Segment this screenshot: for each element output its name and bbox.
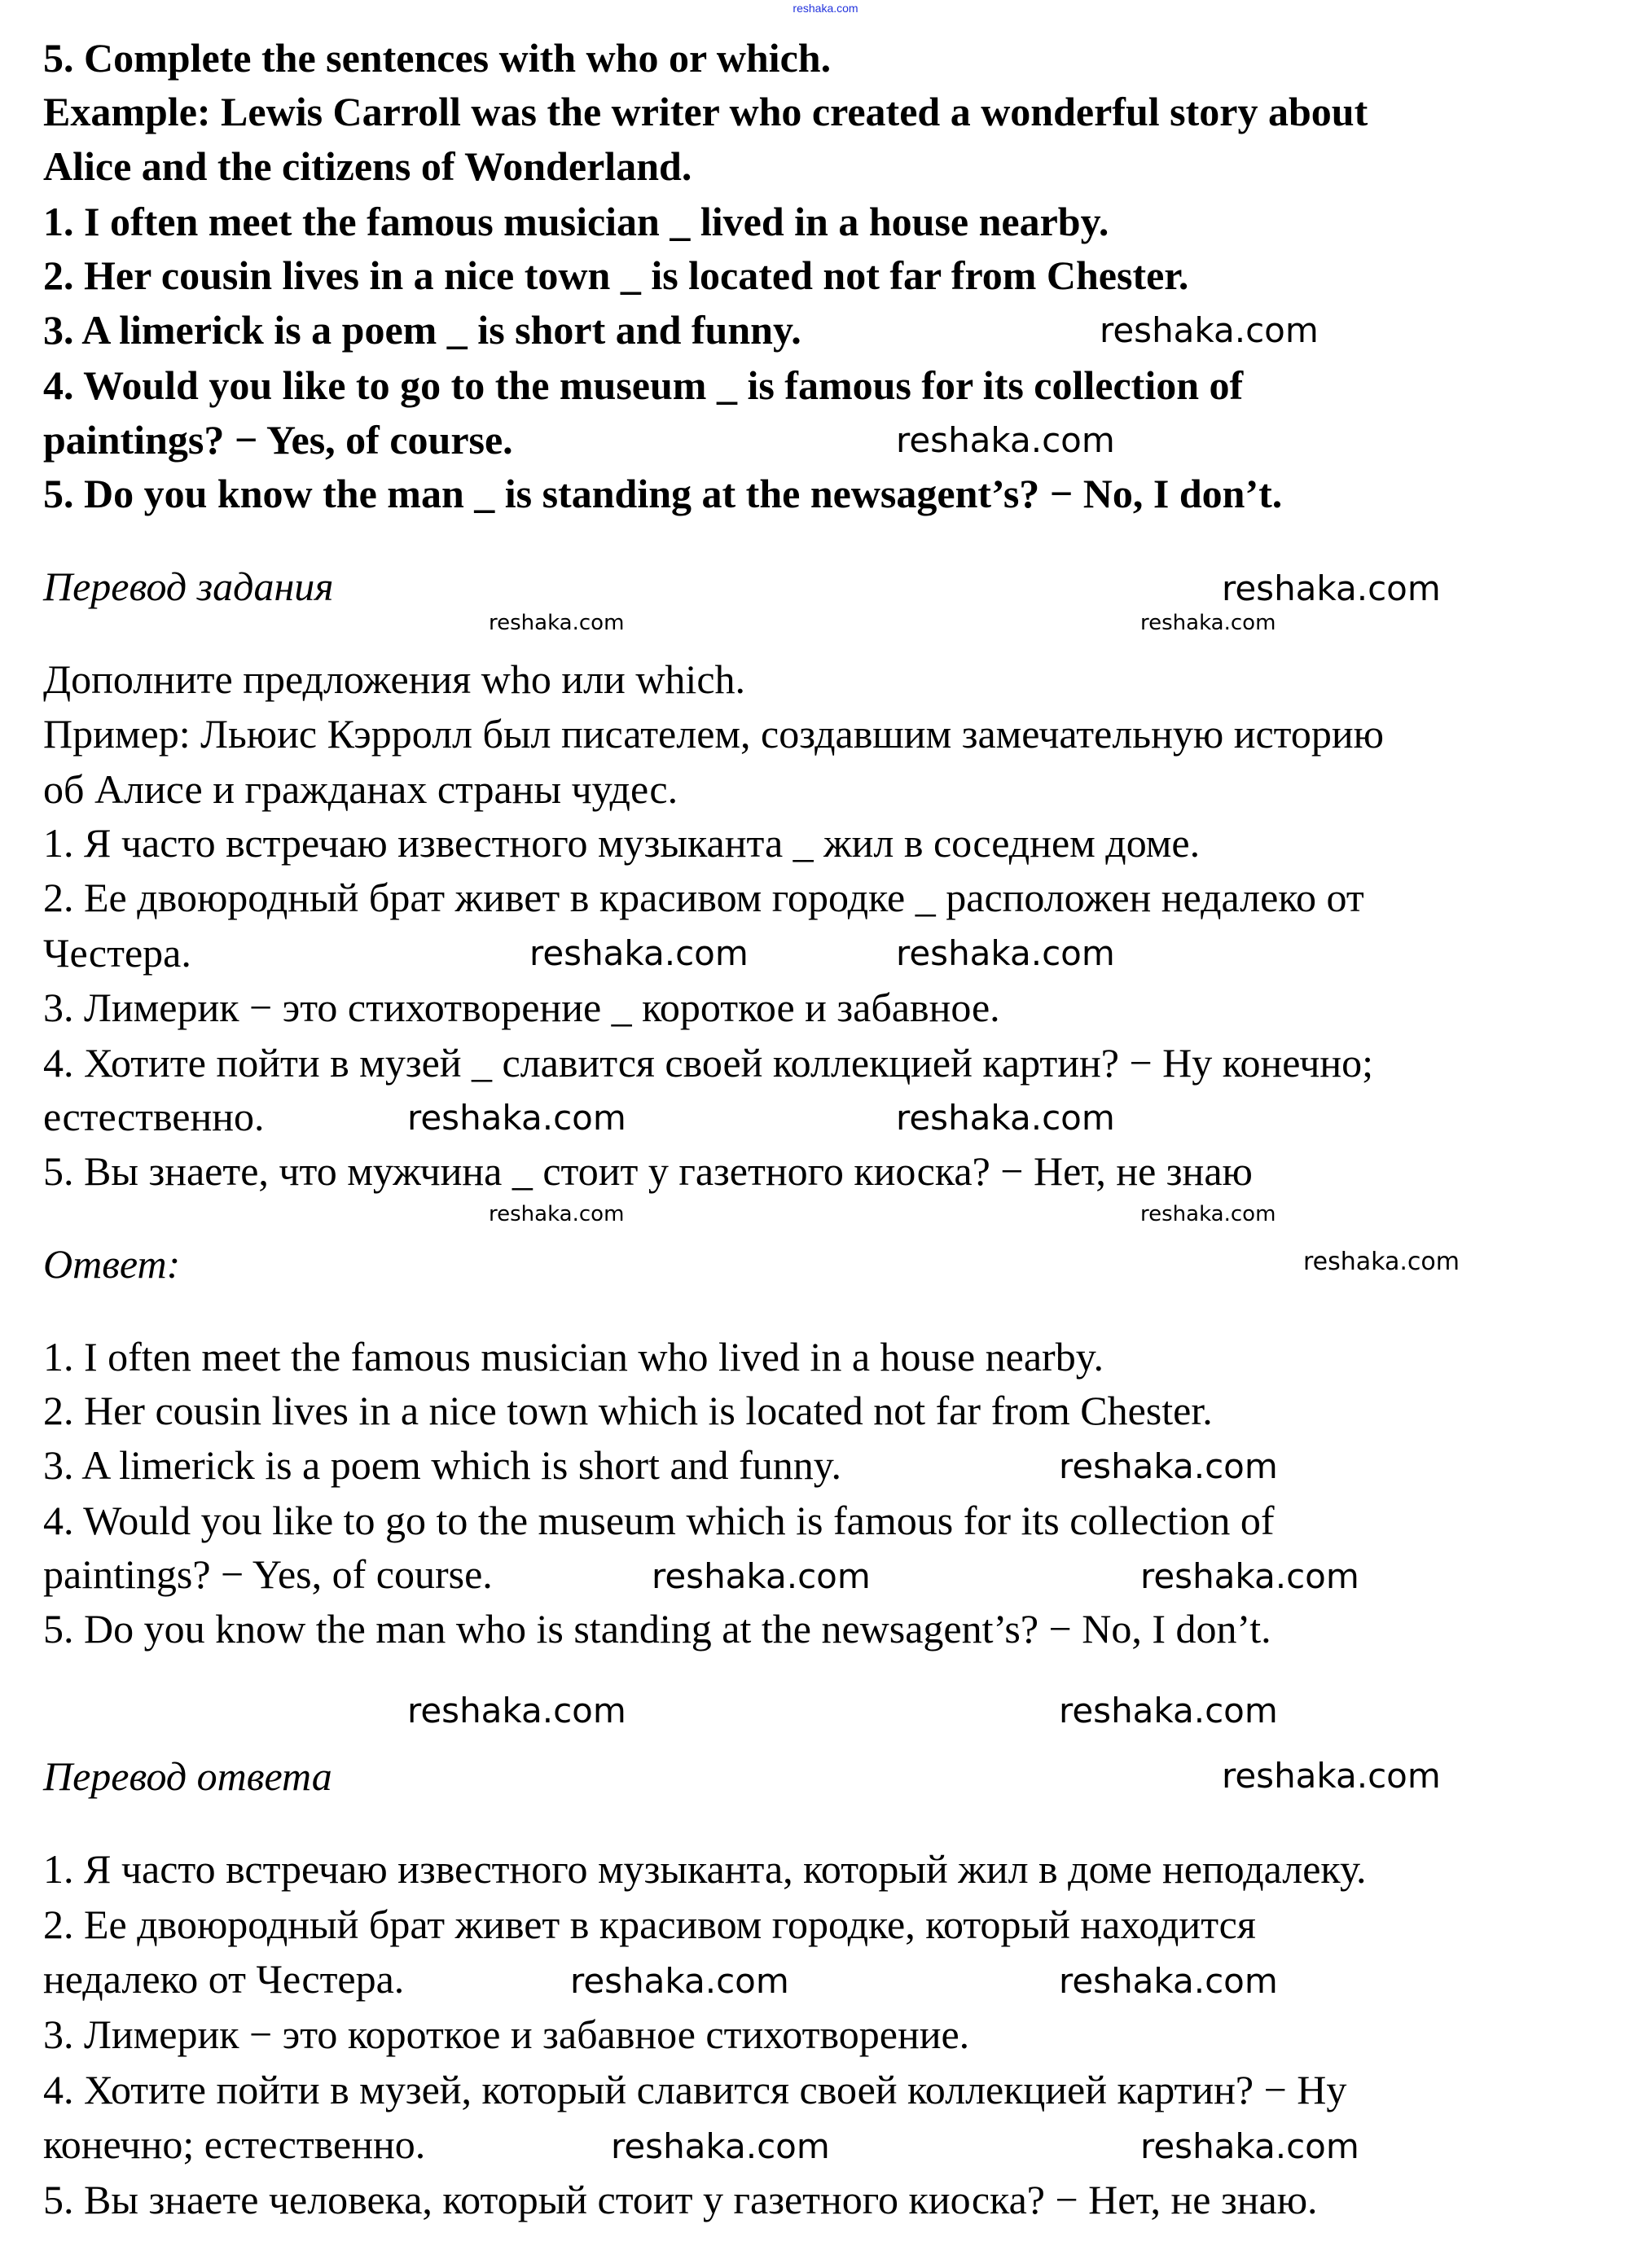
task-translation-line: Честера. <box>43 930 191 976</box>
task-translation-line: 4. Хотите пойти в музей _ славится своей коллекцией картин? − Ну конечно; <box>43 1040 1374 1086</box>
answer-line: 5. Do you know the man who is standing at the newsagent’s? − No, I don’t. <box>43 1606 1271 1652</box>
watermark: reshaka.com <box>407 1098 626 1138</box>
watermark: reshaka.com <box>1222 568 1441 608</box>
watermark: reshaka.com <box>1222 1756 1441 1796</box>
watermark: reshaka.com <box>896 933 1115 973</box>
task-translation-line: 2. Ее двоюродный брат живет в красивом городке _ расположен недалеко от <box>43 875 1364 920</box>
watermark: reshaka.com <box>1100 310 1319 350</box>
answer-translation-line: 2. Ее двоюродный брат живет в красивом городке, который находится <box>43 1902 1256 1947</box>
watermark: reshaka.com <box>1303 1248 1460 1276</box>
watermark: reshaka.com <box>652 1556 871 1596</box>
task-example-line: Alice and the citizens of Wonderland. <box>43 143 692 189</box>
answer-translation-line: 5. Вы знаете человека, который стоит у газетного киоска? − Нет, не знаю. <box>43 2177 1318 2222</box>
answer-translation-heading: Перевод ответа <box>43 1753 332 1799</box>
task-example-line: Example: Lewis Carroll was the writer who created a wonderful story about <box>43 89 1368 134</box>
answer-translation-line: 4. Хотите пойти в музей, который славится своей коллекцией картин? − Ну <box>43 2067 1347 2112</box>
watermark: reshaka.com <box>489 611 625 635</box>
task-translation-line: естественно. <box>43 1094 265 1139</box>
answer-translation-line: конечно; естественно. <box>43 2121 426 2167</box>
answer-translation-line: недалеко от Честера. <box>43 1956 405 2002</box>
watermark: reshaka.com <box>407 1691 626 1731</box>
answer-line: 1. I often meet the famous musician who lived in a house nearby. <box>43 1334 1104 1380</box>
task-translation-line: 1. Я часто встречаю известного музыканта _ жил в соседнем доме. <box>43 820 1201 866</box>
answer-translation-line: 3. Лимерик − это короткое и забавное стихотворение. <box>43 2011 970 2057</box>
task-translation-line: Пример: Льюис Кэрролл был писателем, создавшим замечательную историю <box>43 711 1384 757</box>
watermark: reshaka.com <box>529 933 749 973</box>
task-translation-line: 5. Вы знаете, что мужчина _ стоит у газетного киоска? − Нет, не знаю <box>43 1148 1253 1194</box>
task-line: 4. Would you like to go to the museum _ is famous for its collection of <box>43 362 1244 408</box>
answer-line: 3. A limerick is a poem which is short and funny. <box>43 1442 841 1488</box>
watermark: reshaka.com <box>570 1961 789 2001</box>
task-title: 5. Complete the sentences with who or which. <box>43 35 832 81</box>
task-translation-line: Дополните предложения who или which. <box>43 656 746 702</box>
watermark: reshaka.com <box>1059 1446 1278 1486</box>
answer-line: paintings? − Yes, of course. <box>43 1551 493 1597</box>
task-line: 5. Do you know the man _ is standing at the newsagent’s? − No, I don’t. <box>43 471 1283 516</box>
header-watermark: reshaka.com <box>793 2 858 15</box>
watermark: reshaka.com <box>896 1098 1115 1138</box>
watermark: reshaka.com <box>1140 2126 1359 2166</box>
answer-translation-line: 1. Я часто встречаю известного музыканта, который жил в доме неподалеку. <box>43 1846 1367 1892</box>
task-line: 3. A limerick is a poem _ is short and funny. <box>43 307 801 353</box>
watermark: reshaka.com <box>896 420 1115 460</box>
watermark: reshaka.com <box>1059 1691 1278 1731</box>
task-translation-line: 3. Лимерик − это стихотворение _ короткое и забавное. <box>43 985 1000 1030</box>
watermark: reshaka.com <box>489 1202 625 1226</box>
watermark: reshaka.com <box>1059 1961 1278 2001</box>
answer-line: 2. Her cousin lives in a nice town which is located not far from Chester. <box>43 1388 1213 1433</box>
watermark: reshaka.com <box>1140 1202 1276 1226</box>
task-translation-line: об Алисе и гражданах страны чудес. <box>43 766 678 812</box>
task-translation-heading: Перевод задания <box>43 564 334 609</box>
task-line: 2. Her cousin lives in a nice town _ is located not far from Chester. <box>43 252 1189 298</box>
task-line: paintings? − Yes, of course. <box>43 417 513 463</box>
watermark: reshaka.com <box>611 2126 830 2166</box>
task-line: 1. I often meet the famous musician _ lived in a house nearby. <box>43 199 1109 244</box>
watermark: reshaka.com <box>1140 1556 1359 1596</box>
answer-line: 4. Would you like to go to the museum which is famous for its collection of <box>43 1498 1275 1543</box>
answer-heading: Ответ: <box>43 1241 181 1287</box>
watermark: reshaka.com <box>1140 611 1276 635</box>
